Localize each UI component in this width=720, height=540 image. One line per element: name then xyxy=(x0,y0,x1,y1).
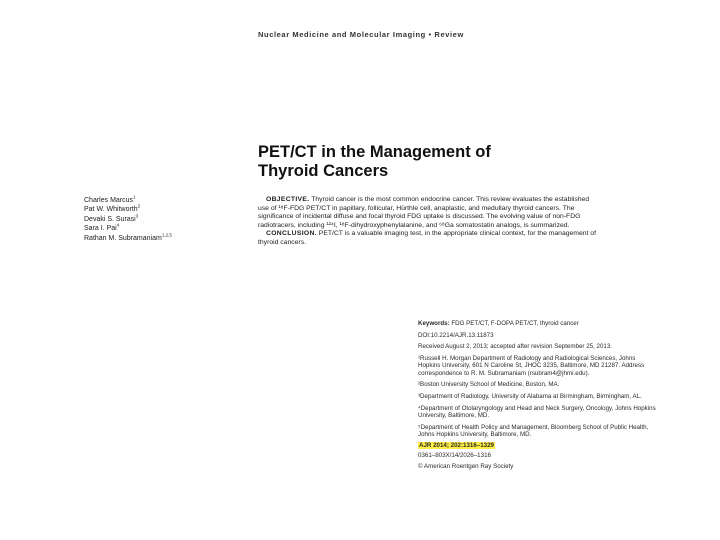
objective-text: Thyroid cancer is the most common endocrine cancer. This review evaluates the established use of ¹⁸F-FDG PET/CT in papillary, follicular, Hürthle cell, anaplastic, and medullary thyroid cancers. The significance of incidental diffuse and focal thyroid FDG uptake is discussed. The evolving value of non-FDG radiotracers, including ¹²⁴I, ¹⁸F-dihydroxyphenylalanine, and ⁶⁸Ga somatostatin analogs, is summarized. xyxy=(258,196,590,229)
article-title-line-2: Thyroid Cancers xyxy=(258,162,389,180)
conclusion-label: CONCLUSION. xyxy=(266,230,317,238)
article-title-line-1: PET/CT in the Management of xyxy=(258,143,491,161)
affiliation-4: ⁴Department of Otolaryngology and Head and Neck Surgery, Oncology, Johns Hopkins University, Baltimore, MD. xyxy=(418,404,656,419)
article-sidebar xyxy=(418,320,658,475)
conclusion-text: PET/CT is a valuable imaging test, in the appropriate clinical context, for the management of thyroid cancers. xyxy=(258,230,596,246)
author-3: Devaki S. Surasi$^3$ xyxy=(84,213,139,223)
author-2: Pat W. Whitworth$^2$ xyxy=(84,204,141,214)
issn: 0361–803X/14/2026–1316 xyxy=(418,451,491,459)
author-list xyxy=(84,196,172,243)
affiliation-2: ²Boston University School of Medicine, Boston, MA. xyxy=(418,381,560,389)
citation-line xyxy=(418,442,658,449)
received-dates: Received August 2, 2013; accepted after revision September 25, 2013. xyxy=(418,343,612,351)
affiliation-5: ⁵Department of Health Policy and Management, Bloomberg School of Public Health, Johns Hopkins University, Baltimore, MD. xyxy=(418,423,649,438)
abstract xyxy=(258,196,596,248)
author-1: Charles Marcus$^1$ xyxy=(84,194,136,204)
keywords-label: Keywords: xyxy=(418,320,450,327)
keywords xyxy=(418,320,658,327)
objective-label: OBJECTIVE. xyxy=(266,196,310,203)
abstract-objective xyxy=(258,196,596,230)
article-title xyxy=(258,143,491,181)
abstract-conclusion xyxy=(258,230,596,247)
keywords-text: FDG PET/CT, F-DOPA PET/CT, thyroid cancer xyxy=(451,320,579,327)
doi: DOI:10.2214/AJR.13.11873 xyxy=(418,331,494,339)
journal-section-header: Nuclear Medicine and Molecular Imaging • Review xyxy=(258,30,464,39)
copyright: © American Roentgen Ray Society xyxy=(418,463,514,471)
author-4: Sara I. Pai$^4$ xyxy=(84,222,120,233)
citation-highlighted: AJR 2014; 202:1316–1329 xyxy=(419,442,494,450)
affiliation-3: ³Department of Radiology, University of Alabama at Birmingham, Birmingham, AL. xyxy=(418,392,642,400)
affiliation-1: ¹Russell H. Morgan Department of Radiology and Radiological Sciences, Johns Hopkins University, 601 N Caroline St, JHOC 3235, Baltimore, MD 21287. Address correspondence to R. M. Subramaniam (rsubram4@jhmi.edu). xyxy=(418,355,645,377)
author-5: Rathan M. Subramaniam$^{1,2,5}$ xyxy=(84,232,172,242)
